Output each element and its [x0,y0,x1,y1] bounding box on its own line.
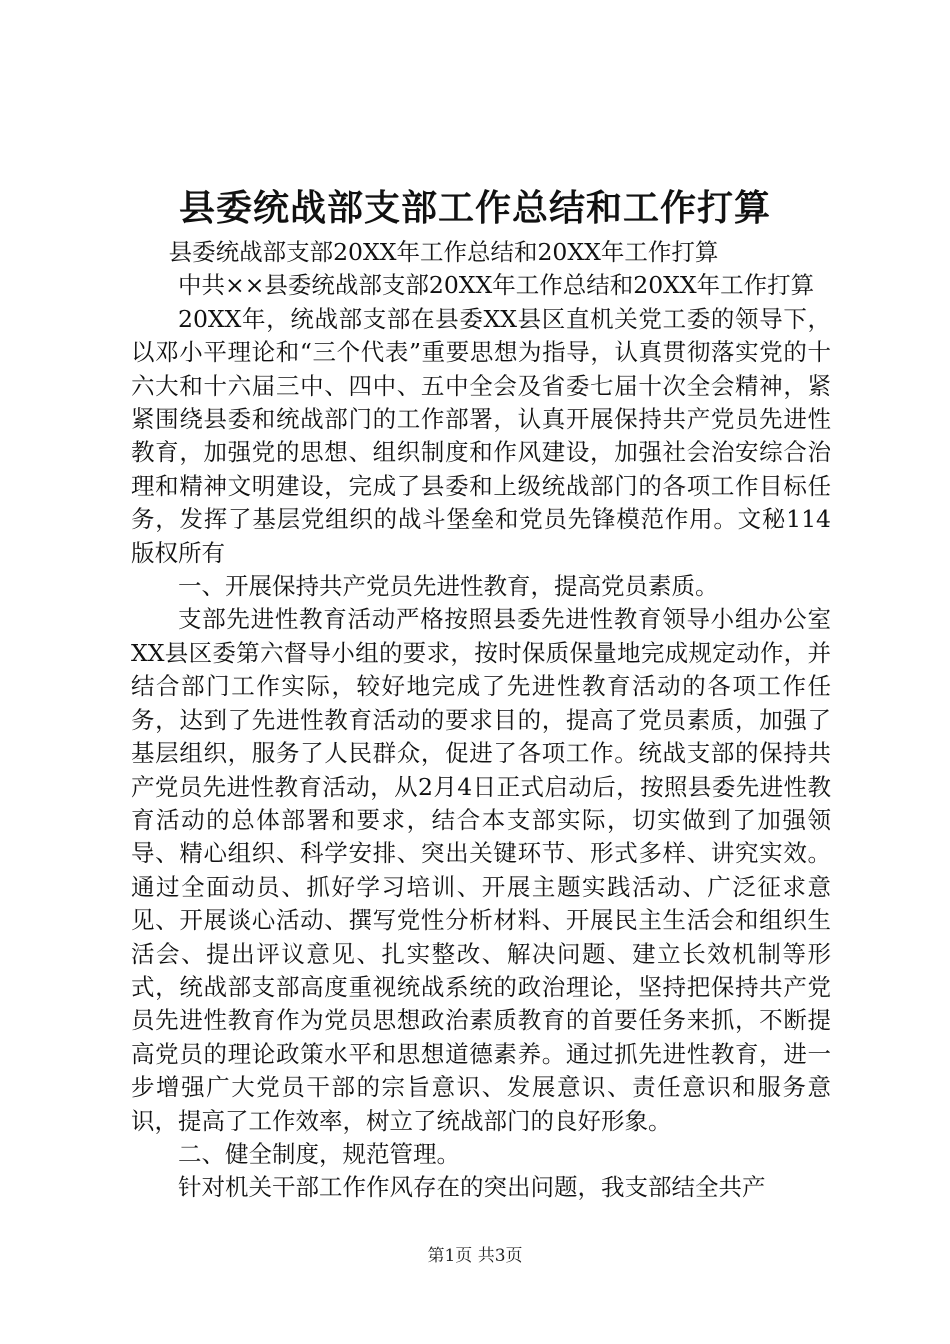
body-paragraph-intro: 20XX年，统战部支部在县委XX县区直机关党工委的领导下，以邓小平理论和“三个代表”重要思想为指导，认真贯彻落实党的十六大和十六届三中、四中、五中全会及省委七届十次全会精神，紧紧围绕县委和统战部门的工作部署，认真开展保持共产党员先进性教育，加强党的思想、组织制度和作风建设，加强社会治安综合治理和精神文明建设，完成了县委和上级统战部门的各项工作目标任务，发挥了基层党组织的战斗堡垒和党员先锋模范作用。文秘114版权所有 [131,304,831,567]
body-paragraph-section-1: 支部先进性教育活动严格按照县委先进性教育领导小组办公室XX县区委第六督导小组的要求，按时保质保量地完成规定动作，并结合部门工作实际，较好地完成了先进性教育活动的各项工作任务，达到了先进性教育活动的要求目的，提高了党员素质，加强了基层组织，服务了人民群众，促进了各项工作。统战支部的保持共产党员先进性教育活动，从2月4日正式启动后，按照县委先进性教育活动的总体部署和要求，结合本支部实际，切实做到了加强领导、精心组织、科学安排、突出关键环节、形式多样、讲究实效。通过全面动员、抓好学习培训、开展主题实践活动、广泛征求意见、开展谈心活动、撰写党性分析材料、开展民主生活会和组织生活会、提出评议意见、扎实整改、解决问题、建立长效机制等形式，统战部支部高度重视统战系统的政治理论，坚持把保持共产党员先进性教育作为党员思想政治素质教育的首要任务来抓，不断提高党员的理论政策水平和思想道德素养。通过抓先进性教育，进一步增强广大党员干部的宗旨意识、发展意识、责任意识和服务意识，提高了工作效率，树立了统战部门的良好形象。 [131,605,831,1135]
page-number-footer: 第1页 共3页 [427,1246,523,1266]
document-subheading: 中共××县委统战部支部20XX年工作总结和20XX年工作打算 [178,271,815,300]
document-subtitle: 县委统战部支部20XX年工作总结和20XX年工作打算 [168,238,719,266]
document-body [131,236,831,1205]
body-paragraph-section-2: 针对机关干部工作作风存在的突出问题，我支部结全共产 [178,1173,766,1202]
section-heading-1: 一、开展保持共产党员先进性教育，提高党员素质。 [178,572,719,601]
document-title: 县委统战部支部工作总结和工作打算 [178,187,771,229]
section-heading-2: 二、健全制度，规范管理。 [178,1139,460,1168]
